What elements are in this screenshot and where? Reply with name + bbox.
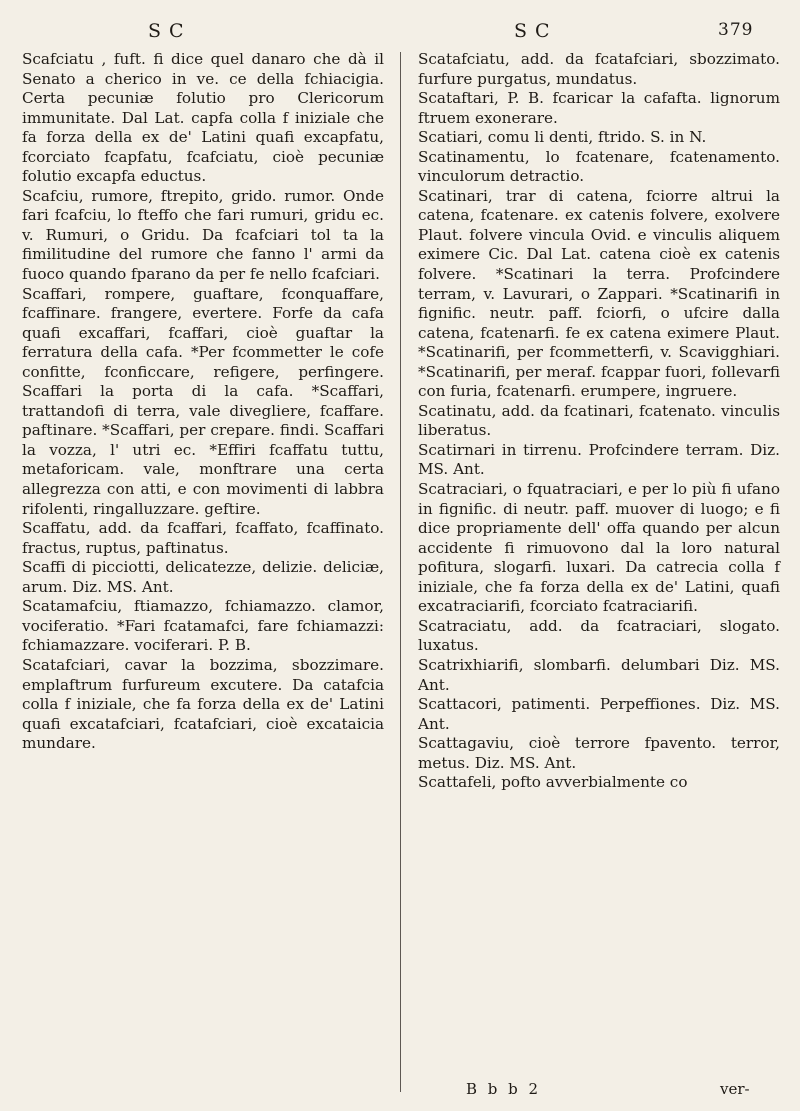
dictionary-entry: Scattagaviu, cioè terrore fpavento. terror, metus. Diz. MS. Ant. (418, 734, 780, 772)
dictionary-entry: Scafciatu , fuft. fi dice quel danaro che dà il Senato a cherico in ve. ce della fchiacigia. Certa pecuniæ folutio pro Clericorum immunitate. Dal Lat. capfa colla f iniziale che fa forza della ex de' Latini quafi excapfatu, fcorciato fcapfatu, fcafciatu, cioè pecuniæ folutio excapfa eductus. (22, 50, 384, 186)
column-divider (400, 52, 401, 1092)
right-column (418, 50, 780, 793)
dictionary-entry: Scatirnari in tirrenu. Profcindere terram. Diz. MS. Ant. (418, 440, 780, 479)
dictionary-entry: Scatafciari, cavar la bozzima, sbozzimare. emplaftrum furfureum excutere. Da catafcia colla f iniziale, che fa forza della ex de' Latini quafi excatafciari, fcatafciari, cioè excataicia mundare. (22, 655, 384, 753)
left-column (22, 50, 384, 754)
dictionary-entry: Scatrixhiarifi, slombarfi. delumbari Diz. MS. Ant. (418, 655, 780, 694)
page-number: 379 (718, 20, 754, 40)
catchword: ver- (720, 1080, 750, 1098)
dictionary-entry: Scaffatu, add. da fcaffari, fcaffato, fcaffinato. fractus, ruptus, paftinatus. (22, 519, 384, 557)
running-head-left: S C (148, 20, 185, 42)
dictionary-entry: Scatiari, comu li denti, ftrido. S. in N. (418, 128, 707, 147)
dictionary-entry: Scafciu, rumore, ftrepito, grido. rumor. Onde fari fcafciu, lo fteffo che fari rumuri, gridu ec. v. Rumuri, o Gridu. Da fcafciari tol ta la fimilitudine del rumore che fanno l' armi da fuoco quando fparano da per fe nello fcafciari. (22, 186, 384, 284)
dictionary-entry: Scatinatu, add. da fcatinari, fcatenato. vinculis liberatus. (418, 401, 780, 440)
dictionary-entry: Scatinari, trar di catena, fciorre altrui la catena, fcatenare. ex catenis folvere, exolvere Plaut. folvere vincula Ovid. e vinculis aliquem eximere Cic. Dal Lat. catena cioè ex catenis folvere. *Scatinari la terra. Profcindere terram, v. Lavurari, o Zappari. *Scatinarifi in fignific. neutr. paff. fciorfi, o ufcire dalla catena, fcatenarfi. fe ex catena eximere Plaut. *Scatinarifi, per fcommetterfi, v. Scavigghiari. *Scatinarifi, per meraf. fcappar fuori, follevarfi con furia, fcatenarfi. erumpere, ingruere. (418, 186, 780, 401)
dictionary-entry: Scattafeli, pofto avverbialmente co (418, 773, 688, 792)
dictionary-entry: Scatamafciu, ftiamazzo, fchiamazzo. clamor, vociferatio. *Fari fcatamafci, fare fchiamazzi: fchiamazzare. vociferari. P. B. (22, 597, 384, 655)
dictionary-entry: Scaffari, rompere, guaftare, fconquaffare, fcaffinare. frangere, evertere. Forfe da cafa quafi excaffari, fcaffari, cioè guaftar la ferratura della cafa. *Per fcommetter le cofe confitte, fconficcare, refigere, perfingere. Scaffari la porta di la cafa. *Scaffari, trattandofi di terra, vale divegliere, fcaffare. paftinare. *Scaffari, per crepare. findi. Scaffari la vozza, l' utri ec. *Effiri fcaffatu tuttu, metaforicam. vale, monftrare una certa allegrezza con atti, e con movimenti di labbra rifolenti, ringalluzzare. geftire. (22, 284, 384, 518)
dictionary-entry: Scattacori, patimenti. Perpeffiones. Diz. MS. Ant. (418, 695, 780, 733)
dictionary-entry: Scaffi di picciotti, delicatezze, delizie. deliciæ, arum. Diz. MS. Ant. (22, 558, 384, 596)
dictionary-entry: Scatafciatu, add. da fcatafciari, sbozzimato. furfure purgatus, mundatus. (418, 50, 780, 88)
printer-signature: B b b 2 (466, 1080, 542, 1098)
running-head-right: S C (514, 20, 551, 42)
dictionary-entry: Scatraciatu, add. da fcatraciari, slogato. luxatus. (418, 616, 780, 655)
dictionary-entry: Scataftari, P. B. fcaricar la cafafta. lignorum ftruem exonerare. (418, 89, 780, 127)
dictionary-entry: Scatinamentu, lo fcatenare, fcatenamento. vinculorum detractio. (418, 147, 780, 186)
dictionary-entry: Scatraciari, o fquatraciari, e per lo più fi ufano in fignific. di neutr. paff. muover di luogo; e fi dice propriamente dell' offa quando per alcun accidente fi rimuovono dal la loro natural pofitura, slogarfi. luxari. Da catrecia colla f iniziale, che fa forza della ex de' Latini, quafi excatraciarifi, fcorciato fcatraciarifi. (418, 480, 780, 616)
